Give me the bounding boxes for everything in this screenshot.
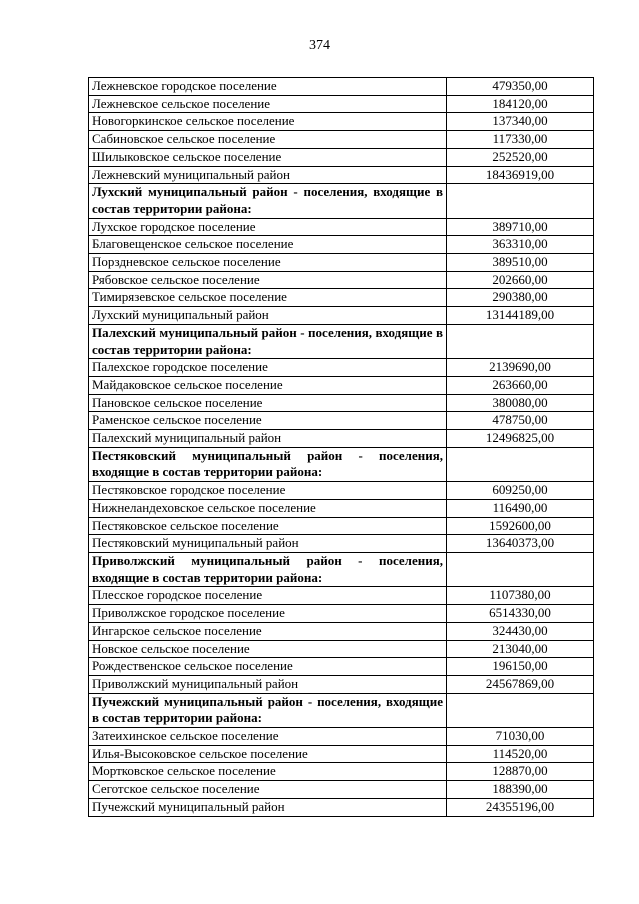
district-heading-row	[89, 324, 594, 358]
table-row	[89, 376, 594, 394]
settlement-name: Плесское городское поселение	[89, 587, 447, 605]
amount-cell: 116490,00	[447, 499, 594, 517]
table-row	[89, 728, 594, 746]
table-row	[89, 78, 594, 96]
district-heading: Лухский муниципальный район - поселения, входящие в состав территории района:	[89, 184, 447, 218]
table-row	[89, 254, 594, 272]
table-row	[89, 166, 594, 184]
settlement-name: Лежневское сельское поселение	[89, 95, 447, 113]
table-row	[89, 640, 594, 658]
settlement-name: Ингарское сельское поселение	[89, 622, 447, 640]
table-row	[89, 675, 594, 693]
table-row	[89, 482, 594, 500]
table-row	[89, 499, 594, 517]
table-row	[89, 798, 594, 816]
amount-cell: 137340,00	[447, 113, 594, 131]
settlement-name: Благовещенское сельское поселение	[89, 236, 447, 254]
settlement-name: Пестяковский муниципальный район	[89, 535, 447, 553]
amount-cell	[447, 447, 594, 481]
table-row	[89, 289, 594, 307]
settlement-name: Палехский муниципальный район	[89, 430, 447, 448]
table-row	[89, 658, 594, 676]
district-heading-row	[89, 693, 594, 727]
table-row	[89, 605, 594, 623]
table-body	[89, 78, 594, 817]
settlement-name: Приволжское городское поселение	[89, 605, 447, 623]
amount-cell	[447, 552, 594, 586]
table-row	[89, 113, 594, 131]
amount-cell: 389510,00	[447, 254, 594, 272]
settlement-name: Рождественское сельское поселение	[89, 658, 447, 676]
table-row	[89, 271, 594, 289]
amount-cell: 196150,00	[447, 658, 594, 676]
amount-cell: 478750,00	[447, 412, 594, 430]
district-heading: Приволжский муниципальный район - поселения, входящие в состав территории района:	[89, 552, 447, 586]
amount-cell: 324430,00	[447, 622, 594, 640]
amount-cell: 188390,00	[447, 781, 594, 799]
amount-cell: 1107380,00	[447, 587, 594, 605]
page-number: 374	[309, 38, 330, 53]
amount-cell: 128870,00	[447, 763, 594, 781]
district-heading: Палехский муниципальный район - поселения, входящие в состав территории района:	[89, 324, 447, 358]
settlement-name: Илья-Высоковское сельское поселение	[89, 745, 447, 763]
settlement-name: Пестяковское сельское поселение	[89, 517, 447, 535]
amount-cell	[447, 324, 594, 358]
settlement-name: Пучежский муниципальный район	[89, 798, 447, 816]
table-row	[89, 236, 594, 254]
district-heading-row	[89, 447, 594, 481]
table-row	[89, 359, 594, 377]
table-row	[89, 430, 594, 448]
amount-cell: 13640373,00	[447, 535, 594, 553]
table-row	[89, 763, 594, 781]
amount-cell: 71030,00	[447, 728, 594, 746]
settlement-name: Майдаковское сельское поселение	[89, 376, 447, 394]
settlement-name: Лежневское городское поселение	[89, 78, 447, 96]
table-row	[89, 95, 594, 113]
amount-cell: 18436919,00	[447, 166, 594, 184]
amount-cell: 24355196,00	[447, 798, 594, 816]
district-heading-row	[89, 552, 594, 586]
amount-cell: 13144189,00	[447, 307, 594, 325]
settlement-name: Лежневский муниципальный район	[89, 166, 447, 184]
table-row	[89, 781, 594, 799]
settlement-name: Сабиновское сельское поселение	[89, 131, 447, 149]
table-row	[89, 622, 594, 640]
settlement-name: Нижнеландеховское сельское поселение	[89, 499, 447, 517]
amount-cell	[447, 693, 594, 727]
budget-table	[88, 77, 594, 817]
settlement-name: Тимирязевское сельское поселение	[89, 289, 447, 307]
table-row	[89, 535, 594, 553]
settlement-name: Лухское городское поселение	[89, 218, 447, 236]
table-row	[89, 394, 594, 412]
amount-cell: 1592600,00	[447, 517, 594, 535]
amount-cell: 12496825,00	[447, 430, 594, 448]
amount-cell: 24567869,00	[447, 675, 594, 693]
amount-cell: 2139690,00	[447, 359, 594, 377]
settlement-name: Пановское сельское поселение	[89, 394, 447, 412]
settlement-name: Новогоркинское сельское поселение	[89, 113, 447, 131]
amount-cell: 389710,00	[447, 218, 594, 236]
settlement-name: Новское сельское поселение	[89, 640, 447, 658]
amount-cell	[447, 184, 594, 218]
settlement-name: Пестяковское городское поселение	[89, 482, 447, 500]
table-row	[89, 148, 594, 166]
table-row	[89, 745, 594, 763]
table-row	[89, 218, 594, 236]
amount-cell: 380080,00	[447, 394, 594, 412]
amount-cell: 290380,00	[447, 289, 594, 307]
table-row	[89, 307, 594, 325]
table-row	[89, 587, 594, 605]
settlement-name: Сеготское сельское поселение	[89, 781, 447, 799]
amount-cell: 117330,00	[447, 131, 594, 149]
settlement-name: Приволжский муниципальный район	[89, 675, 447, 693]
amount-cell: 609250,00	[447, 482, 594, 500]
settlement-name: Палехское городское поселение	[89, 359, 447, 377]
settlement-name: Раменское сельское поселение	[89, 412, 447, 430]
settlement-name: Лухский муниципальный район	[89, 307, 447, 325]
district-heading: Пестяковский муниципальный район - поселения, входящие в состав территории района:	[89, 447, 447, 481]
amount-cell: 363310,00	[447, 236, 594, 254]
settlement-name: Затеихинское сельское поселение	[89, 728, 447, 746]
table-row	[89, 517, 594, 535]
amount-cell: 184120,00	[447, 95, 594, 113]
amount-cell: 213040,00	[447, 640, 594, 658]
district-heading: Пучежский муниципальный район - поселения, входящие в состав территории района:	[89, 693, 447, 727]
table-row	[89, 131, 594, 149]
settlement-name: Рябовское сельское поселение	[89, 271, 447, 289]
amount-cell: 252520,00	[447, 148, 594, 166]
amount-cell: 114520,00	[447, 745, 594, 763]
amount-cell: 479350,00	[447, 78, 594, 96]
settlement-name: Шилыковское сельское поселение	[89, 148, 447, 166]
settlement-name: Мортковское сельское поселение	[89, 763, 447, 781]
table-row	[89, 412, 594, 430]
amount-cell: 6514330,00	[447, 605, 594, 623]
district-heading-row	[89, 184, 594, 218]
amount-cell: 263660,00	[447, 376, 594, 394]
settlement-name: Порздневское сельское поселение	[89, 254, 447, 272]
amount-cell: 202660,00	[447, 271, 594, 289]
